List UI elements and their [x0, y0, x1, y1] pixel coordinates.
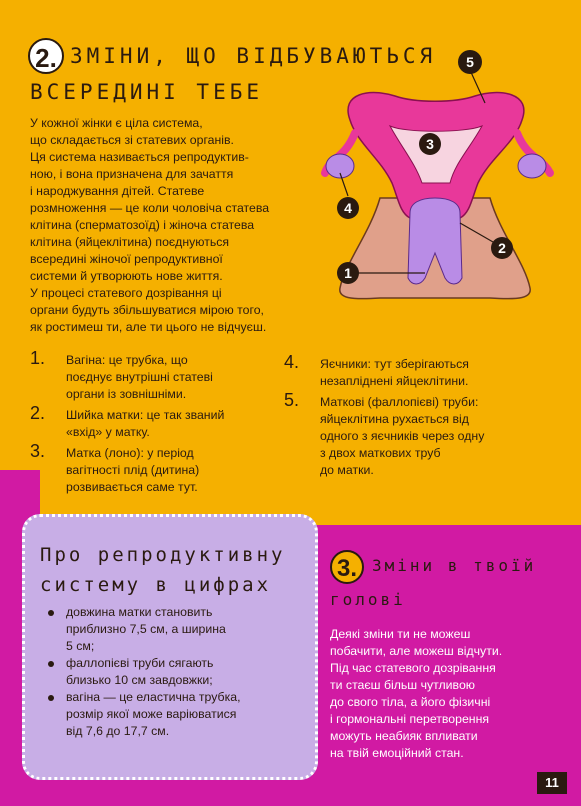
svg-text:4: 4 [344, 200, 352, 216]
list-line: Шийка матки: це так званий [66, 408, 225, 422]
list-line: одного з яєчників через одну [320, 429, 485, 443]
ovary-right [518, 154, 546, 178]
intro-line: клітина (яйцеклітина) поєднуються [30, 235, 230, 249]
section-3-line: Під час статевого дозрівання [330, 661, 496, 675]
section-3-line: ти стаєш більш чутливою [330, 678, 476, 692]
svg-text:5: 5 [466, 54, 474, 70]
diagram-label-4 [337, 197, 359, 219]
fact-item [46, 604, 308, 655]
intro-line: органи будуть збільшуватися мірою того, [30, 303, 264, 317]
list-line: незапліднені яйцеклітини. [320, 374, 469, 388]
diagram-label-3 [419, 133, 441, 155]
list-number: 4. [284, 352, 300, 372]
list-item [284, 390, 544, 479]
fact-line: приблизно 7,5 см, а ширина [66, 622, 226, 636]
facts-title-line2: систему в цифрах [40, 574, 272, 596]
section-2-title-line1: ЗМІНИ, ЩО ВІДБУВАЮТЬСЯ [70, 44, 437, 68]
list-line: до матки. [320, 463, 374, 477]
fact-line: близько 10 см завдовжки; [66, 673, 213, 687]
intro-line: як ростимеш ти, але ти цього не відчуєш. [30, 320, 267, 334]
section-3-title-line1: Зміни в твоїй [372, 556, 537, 575]
section-2-title-line2: ВСЕРЕДИНІ ТЕБЕ [30, 80, 264, 104]
organs-list-right [284, 352, 544, 481]
list-line: вагітності плід (дитина) [66, 463, 200, 477]
section-3-number-badge: 3. [330, 550, 364, 584]
list-line: поєднує внутрішні статеві [66, 370, 213, 384]
organs-list-left [30, 348, 280, 498]
section-3-line: Деякі зміни ти не можеш [330, 627, 471, 641]
list-line: яйцеклітина рухається від [320, 412, 469, 426]
intro-line: розмноження — це коли чоловіча статева [30, 201, 270, 215]
section-2-intro [30, 115, 308, 336]
list-line: «вхід» у матку. [66, 425, 150, 439]
facts-title-line1: Про репродуктивну [40, 544, 286, 566]
list-item [30, 441, 280, 496]
intro-line: У кожної жінки є ціла система, [30, 116, 203, 130]
fact-item [46, 689, 308, 740]
list-item [30, 348, 280, 403]
intro-line: У процесі статевого дозрівання ці [30, 286, 222, 300]
diagram-label-2 [491, 237, 513, 259]
facts-title [40, 540, 285, 600]
intro-line: ною, і вона призначена для зачаття [30, 167, 234, 181]
svg-text:2: 2 [498, 240, 506, 256]
section-3-title-line2: голові [330, 590, 406, 609]
fact-line: довжина матки становить [66, 605, 213, 619]
fact-line: фаллопієві труби сягають [66, 656, 214, 670]
section-3-line: і гормональні перетворення [330, 712, 490, 726]
svg-text:3: 3 [426, 136, 434, 152]
list-number: 1. [30, 348, 46, 368]
section-3-line: до свого тіла, а його фізичні [330, 695, 491, 709]
intro-line: Ця система називається репродуктив- [30, 150, 249, 164]
list-line: розвивається саме тут. [66, 480, 198, 494]
list-line: Матка (лоно): у період [66, 446, 194, 460]
fact-line: вагіна — це еластична трубка, [66, 690, 241, 704]
list-line: з двох маткових труб [320, 446, 441, 460]
fact-line: розмір якої може варіюватися [66, 707, 237, 721]
fact-line: від 7,6 до 17,7 см. [66, 724, 170, 738]
list-line: органи із зовнішніми. [66, 387, 187, 401]
section-2-number-badge: 2. [28, 38, 64, 74]
list-line: Вагіна: це трубка, що [66, 353, 188, 367]
list-number: 3. [30, 441, 46, 461]
section-3-line: побачити, але можеш відчути. [330, 644, 503, 658]
reproductive-system-diagram [310, 48, 565, 313]
intro-line: всередині жіночої репродуктивної [30, 252, 223, 266]
intro-line: і народжування дітей. Статеве [30, 184, 205, 198]
list-item [30, 403, 280, 441]
section-3-text [330, 626, 530, 762]
fact-item [46, 655, 308, 689]
list-number: 5. [284, 390, 300, 410]
section-3-line: можуть неабияк впливати [330, 729, 478, 743]
diagram-label-5 [458, 50, 482, 74]
page-number: 11 [537, 772, 567, 794]
list-number: 2. [30, 403, 46, 423]
svg-text:1: 1 [344, 265, 352, 281]
diagram-label-1 [337, 262, 359, 284]
list-line: Яєчники: тут зберігаються [320, 357, 469, 371]
facts-list [46, 604, 308, 740]
section-3-line: на твій емоційний стан. [330, 746, 464, 760]
intro-line: системи й утворюють нове життя. [30, 269, 223, 283]
intro-line: клітина (сперматозоїд) і жіноча статева [30, 218, 255, 232]
list-item [284, 352, 544, 390]
fact-line: 5 см; [66, 639, 95, 653]
list-line: Маткові (фаллопієві) труби: [320, 395, 479, 409]
intro-line: що складається зі статевих органів. [30, 133, 234, 147]
